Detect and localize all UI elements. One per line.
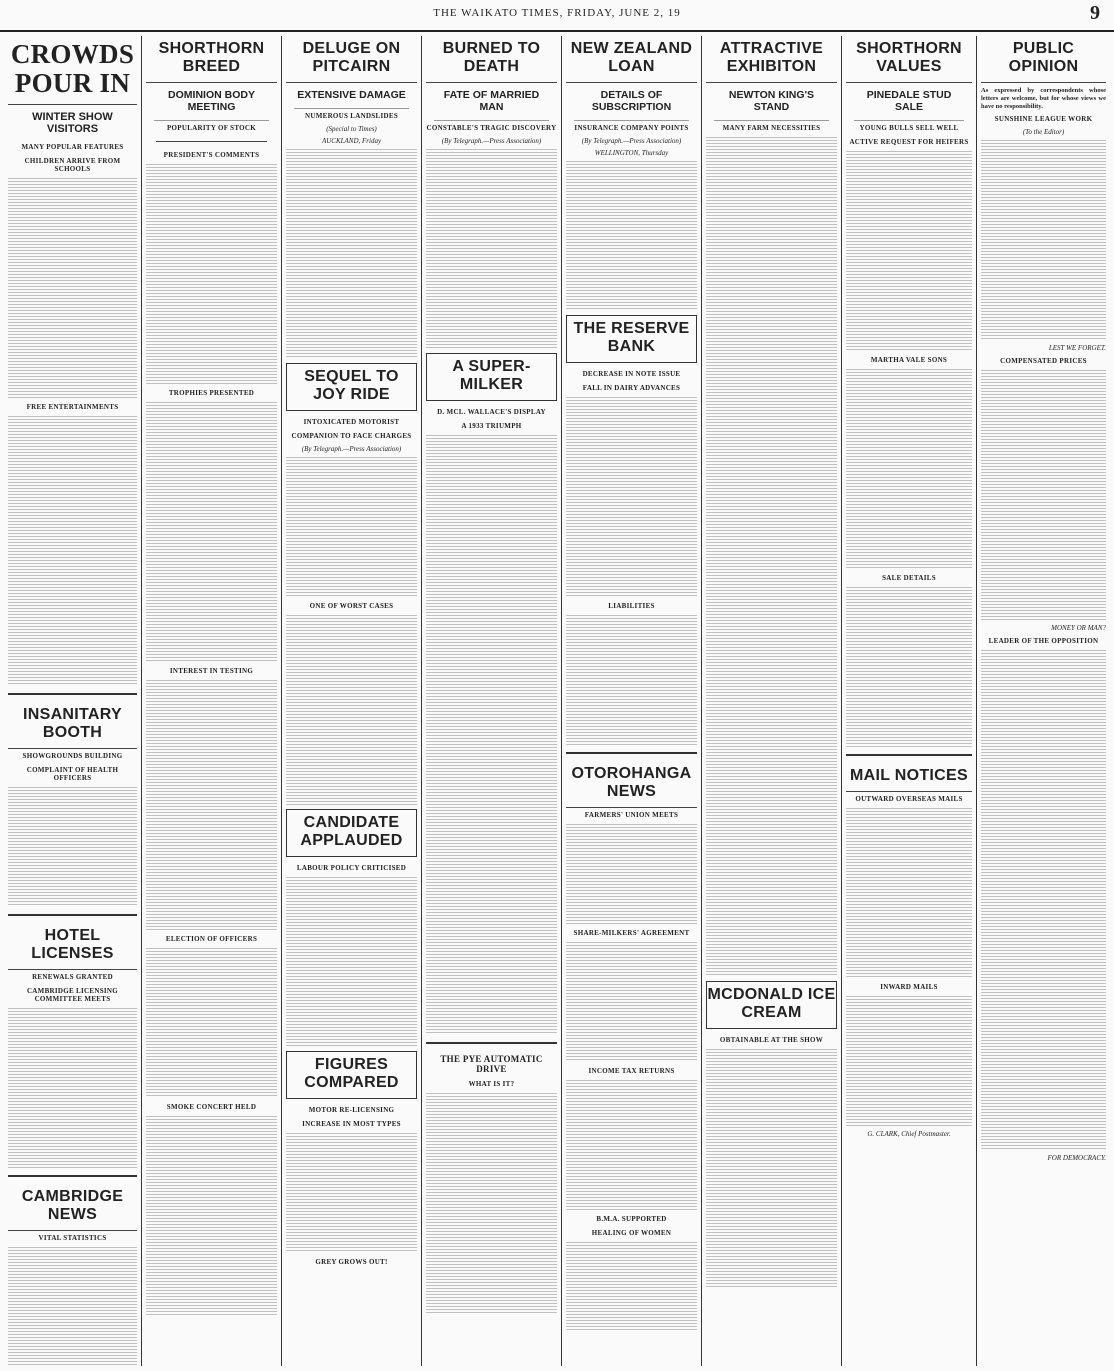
deck: POPULARITY OF STOCK xyxy=(166,124,257,132)
deck: NUMEROUS LANDSLIDES xyxy=(304,112,399,120)
deck: SHOWGROUNDS BUILDING xyxy=(22,752,123,760)
headline-joy-ride: SEQUEL TO JOY RIDE xyxy=(304,368,399,403)
section-label: SHARE-MILKERS' AGREEMENT xyxy=(573,929,690,937)
byline: (Special to Times) xyxy=(326,125,377,133)
headline-opinion: PUBLIC OPINION xyxy=(981,36,1106,83)
column-shorthorn-values xyxy=(842,36,977,1366)
deck: INTOXICATED MOTORIST xyxy=(303,418,400,426)
headline-mail: MAIL NOTICES xyxy=(846,763,972,792)
section-label: ONE OF WORST CASES xyxy=(309,602,394,610)
byline: (By Telegraph.—Press Association) xyxy=(441,137,542,145)
headline-pitcairn: DELUGE ON PITCAIRN xyxy=(286,36,417,83)
deck: MANY POPULAR FEATURES xyxy=(21,143,124,151)
deck: CONSTABLE'S TRAGIC DISCOVERY xyxy=(426,124,557,132)
page-number: 9 xyxy=(1090,2,1100,24)
deck: A 1933 TRIUMPH xyxy=(461,422,522,430)
headline-super-milker: A SUPER-MILKER xyxy=(452,358,531,393)
signature: LEST WE FORGET. xyxy=(1048,344,1106,352)
headline-candidate: CANDIDATE APPLAUDED xyxy=(300,814,403,849)
section-label: ELECTION OF OFFICERS xyxy=(165,935,258,943)
advert: GREY GROWS OUT! xyxy=(315,1258,388,1266)
column-nz-loan xyxy=(562,36,702,1366)
section-label: MARTHA VALE SONS xyxy=(870,356,948,364)
headline-hotel: HOTEL LICENSES xyxy=(8,923,137,970)
headline-burned: BURNED TO DEATH xyxy=(426,36,557,83)
subhead: DETAILS OF SUBSCRIPTION xyxy=(574,83,689,121)
headline-figures: FIGURES COMPARED xyxy=(304,1056,399,1091)
subhead: EXTENSIVE DAMAGE xyxy=(294,83,409,109)
section-label: SALE DETAILS xyxy=(882,574,936,582)
subhead: DOMINION BODY MEETING xyxy=(154,83,269,121)
section-label: FREE ENTERTAINMENTS xyxy=(26,403,119,411)
deck: COMPANION TO FACE CHARGES xyxy=(291,432,412,440)
deck: D. MCL. WALLACE'S DISPLAY xyxy=(437,408,546,416)
byline: (By Telegraph.—Press Association) xyxy=(301,445,402,453)
masthead-title: THE WAIKATO TIMES, FRIDAY, JUNE 2, 19 xyxy=(433,7,681,19)
deck: PRESIDENT'S COMMENTS xyxy=(163,151,260,159)
column-public-opinion xyxy=(977,36,1110,1366)
table-title: LIABILITIES xyxy=(608,602,655,610)
headline-reserve-bank: THE RESERVE BANK xyxy=(573,320,690,355)
headline-attractive: ATTRACTIVE EXHIBITON xyxy=(706,36,837,83)
deck: COMPLAINT OF HEALTH OFFICERS xyxy=(26,766,119,782)
signature: G. CLARK, Chief Postmaster. xyxy=(867,1130,951,1138)
column-crowds-pour-in xyxy=(4,36,142,1366)
subhead: FATE OF MARRIED MAN xyxy=(434,83,549,121)
byline: (By Telegraph.—Press Association) xyxy=(581,137,682,145)
headline-cambridge: CAMBRIDGE NEWS xyxy=(8,1184,137,1231)
subhead: PINEDALE STUD SALE xyxy=(854,83,964,121)
deck: SUNSHINE LEAGUE WORK xyxy=(994,115,1093,123)
section-label: SMOKE CONCERT HELD xyxy=(166,1103,257,1111)
deck: COMPENSATED PRICES xyxy=(1000,357,1087,365)
deck: RENEWALS GRANTED xyxy=(32,973,113,981)
deck: VITAL STATISTICS xyxy=(38,1234,107,1242)
section-label: INTEREST IN TESTING xyxy=(169,667,254,675)
to-editor: (To the Editor) xyxy=(1022,128,1065,136)
column-burned-to-death xyxy=(422,36,562,1366)
deck: B.M.A. SUPPORTED xyxy=(596,1215,667,1223)
deck: LEADER OF THE OPPOSITION xyxy=(988,637,1099,645)
deck: INWARD MAILS xyxy=(880,983,938,991)
headline-otorohanga: OTOROHANGA NEWS xyxy=(566,761,697,808)
section-label: TROPHIES PRESENTED xyxy=(168,389,255,397)
masthead xyxy=(0,0,1114,32)
deck: OBTAINABLE AT THE SHOW xyxy=(719,1036,824,1044)
headline-values: SHORTHORN VALUES xyxy=(846,36,972,83)
section-label: INCOME TAX RETURNS xyxy=(588,1067,675,1075)
deck: MANY FARM NECESSITIES xyxy=(722,124,821,132)
headline-insanitary: INSANITARY BOOTH xyxy=(8,702,137,749)
intro-text: As expressed by correspondents whose letters are welcome, but for whose views we have no responsibility. xyxy=(981,87,1106,110)
column-pitcairn xyxy=(282,36,422,1366)
headline-pye: THE PYE AUTOMATIC DRIVE xyxy=(440,1054,543,1074)
deck: FALL IN DAIRY ADVANCES xyxy=(582,384,681,392)
column-newton-king xyxy=(702,36,842,1366)
deck: MOTOR RE-LICENSING xyxy=(308,1106,395,1114)
deck: YOUNG BULLS SELL WELL xyxy=(859,124,959,132)
deck: HEALING OF WOMEN xyxy=(591,1229,672,1237)
subhead: NEWTON KING'S STAND xyxy=(714,83,829,121)
deck: OUTWARD OVERSEAS MAILS xyxy=(855,795,963,803)
headline-shorthorn: SHORTHORN BREED xyxy=(146,36,277,83)
headline-loan: NEW ZEALAND LOAN xyxy=(566,36,697,83)
deck: ACTIVE REQUEST FOR HEIFERS xyxy=(849,138,969,146)
deck: CAMBRIDGE LICENSING COMMITTEE MEETS xyxy=(26,987,119,1003)
subhead: WINTER SHOW VISITORS xyxy=(32,111,113,135)
deck: LABOUR POLICY CRITICISED xyxy=(296,864,407,872)
dateline: AUCKLAND, Friday xyxy=(321,137,382,145)
deck: WHAT IS IT? xyxy=(468,1080,515,1088)
headline-crowds: CROWDS POUR IN xyxy=(8,36,137,105)
deck: INSURANCE COMPANY POINTS xyxy=(574,124,689,132)
column-shorthorn-breed xyxy=(142,36,282,1366)
deck: DECREASE IN NOTE ISSUE xyxy=(582,370,681,378)
deck: CHILDREN ARRIVE FROM SCHOOLS xyxy=(24,157,121,173)
signature: MONEY OR MAN? xyxy=(1051,624,1106,632)
signature: FOR DEMOCRACY. xyxy=(1047,1154,1106,1162)
deck: INCREASE IN MOST TYPES xyxy=(302,1120,401,1128)
headline-ice-cream: MCDONALD ICE CREAM xyxy=(707,986,836,1021)
dateline: WELLINGTON, Thursday xyxy=(594,149,669,157)
deck: FARMERS' UNION MEETS xyxy=(584,811,679,819)
